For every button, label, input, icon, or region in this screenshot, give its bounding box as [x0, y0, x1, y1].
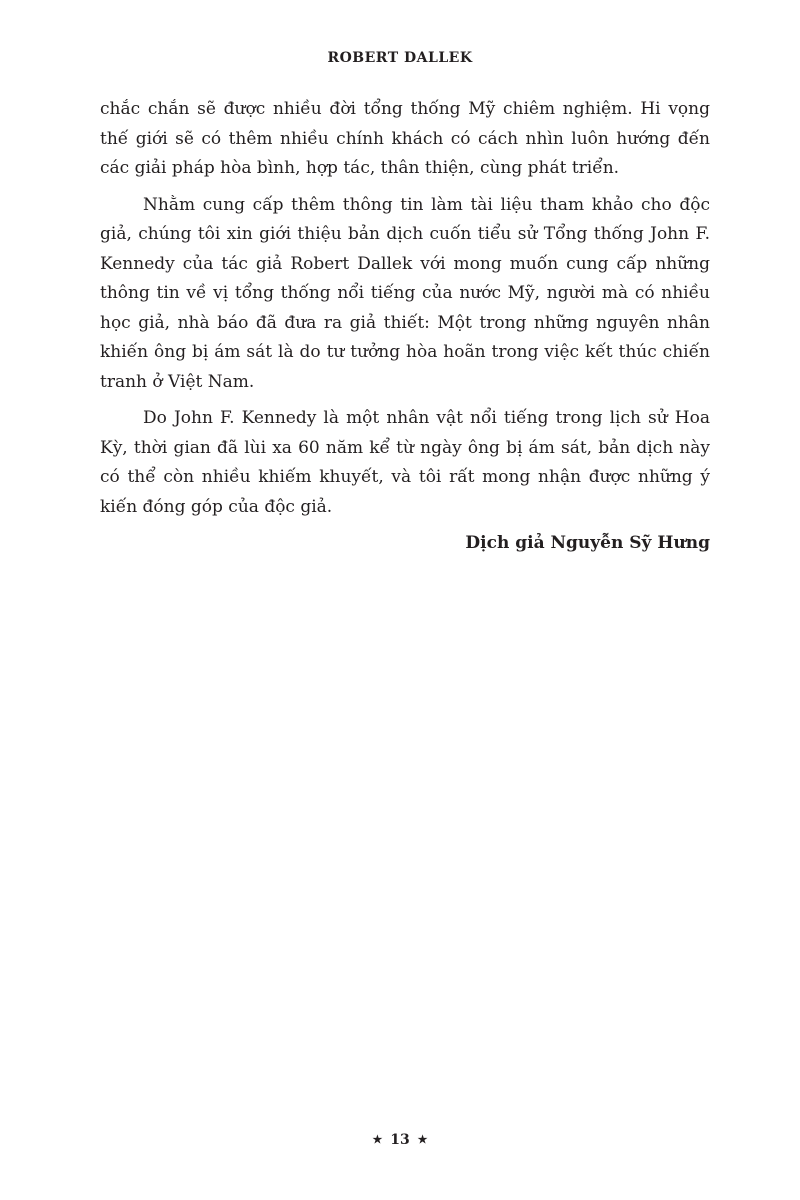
paragraph: Do John F. Kennedy là một nhân vật nổi tiếng trong lịch sử Hoa Kỳ, thời gian đã lùi xa 60 năm kể từ ngày ông bị ám sát, bản dịch này có thể còn nhiều khiếm khuyết, và tôi rất mong nhận được những ý kiến đóng góp của độc giả.	[100, 408, 710, 517]
page-number: 13	[390, 1132, 410, 1148]
body-text	[100, 95, 710, 558]
page-footer	[0, 1132, 800, 1148]
paragraph: Nhằm cung cấp thêm thông tin làm tài liệu tham khảo cho độc giả, chúng tôi xin giới thiệu bản dịch cuốn tiểu sử Tổng thống John F. Kennedy của tác giả Robert Dallek với mong muốn cung cấp những thông tin về vị tổng thống nổi tiếng của nước Mỹ, người mà có nhiều học giả, nhà báo đã đưa ra giả thiết: Một trong những nguyên nhân khiến ông bị ám sát là do tư tưởng hòa hoãn trong việc kết thúc chiến tranh ở Việt Nam.	[100, 194, 710, 392]
star-ornament-icon: ★	[417, 1133, 428, 1146]
translator-signature: Dịch giả Nguyễn Sỹ Hưng	[465, 533, 710, 553]
paragraph-continued: chắc chắn sẽ được nhiều đời tổng thống Mỹ chiêm nghiệm. Hi vọng thế giới sẽ có thêm nhiều chính khách có cách nhìn luôn hướng đến các giải pháp hòa bình, hợp tác, thân thiện, cùng phát triển.	[100, 99, 710, 178]
running-head: ROBERT DALLEK	[327, 50, 473, 66]
star-ornament-icon: ★	[372, 1133, 383, 1146]
